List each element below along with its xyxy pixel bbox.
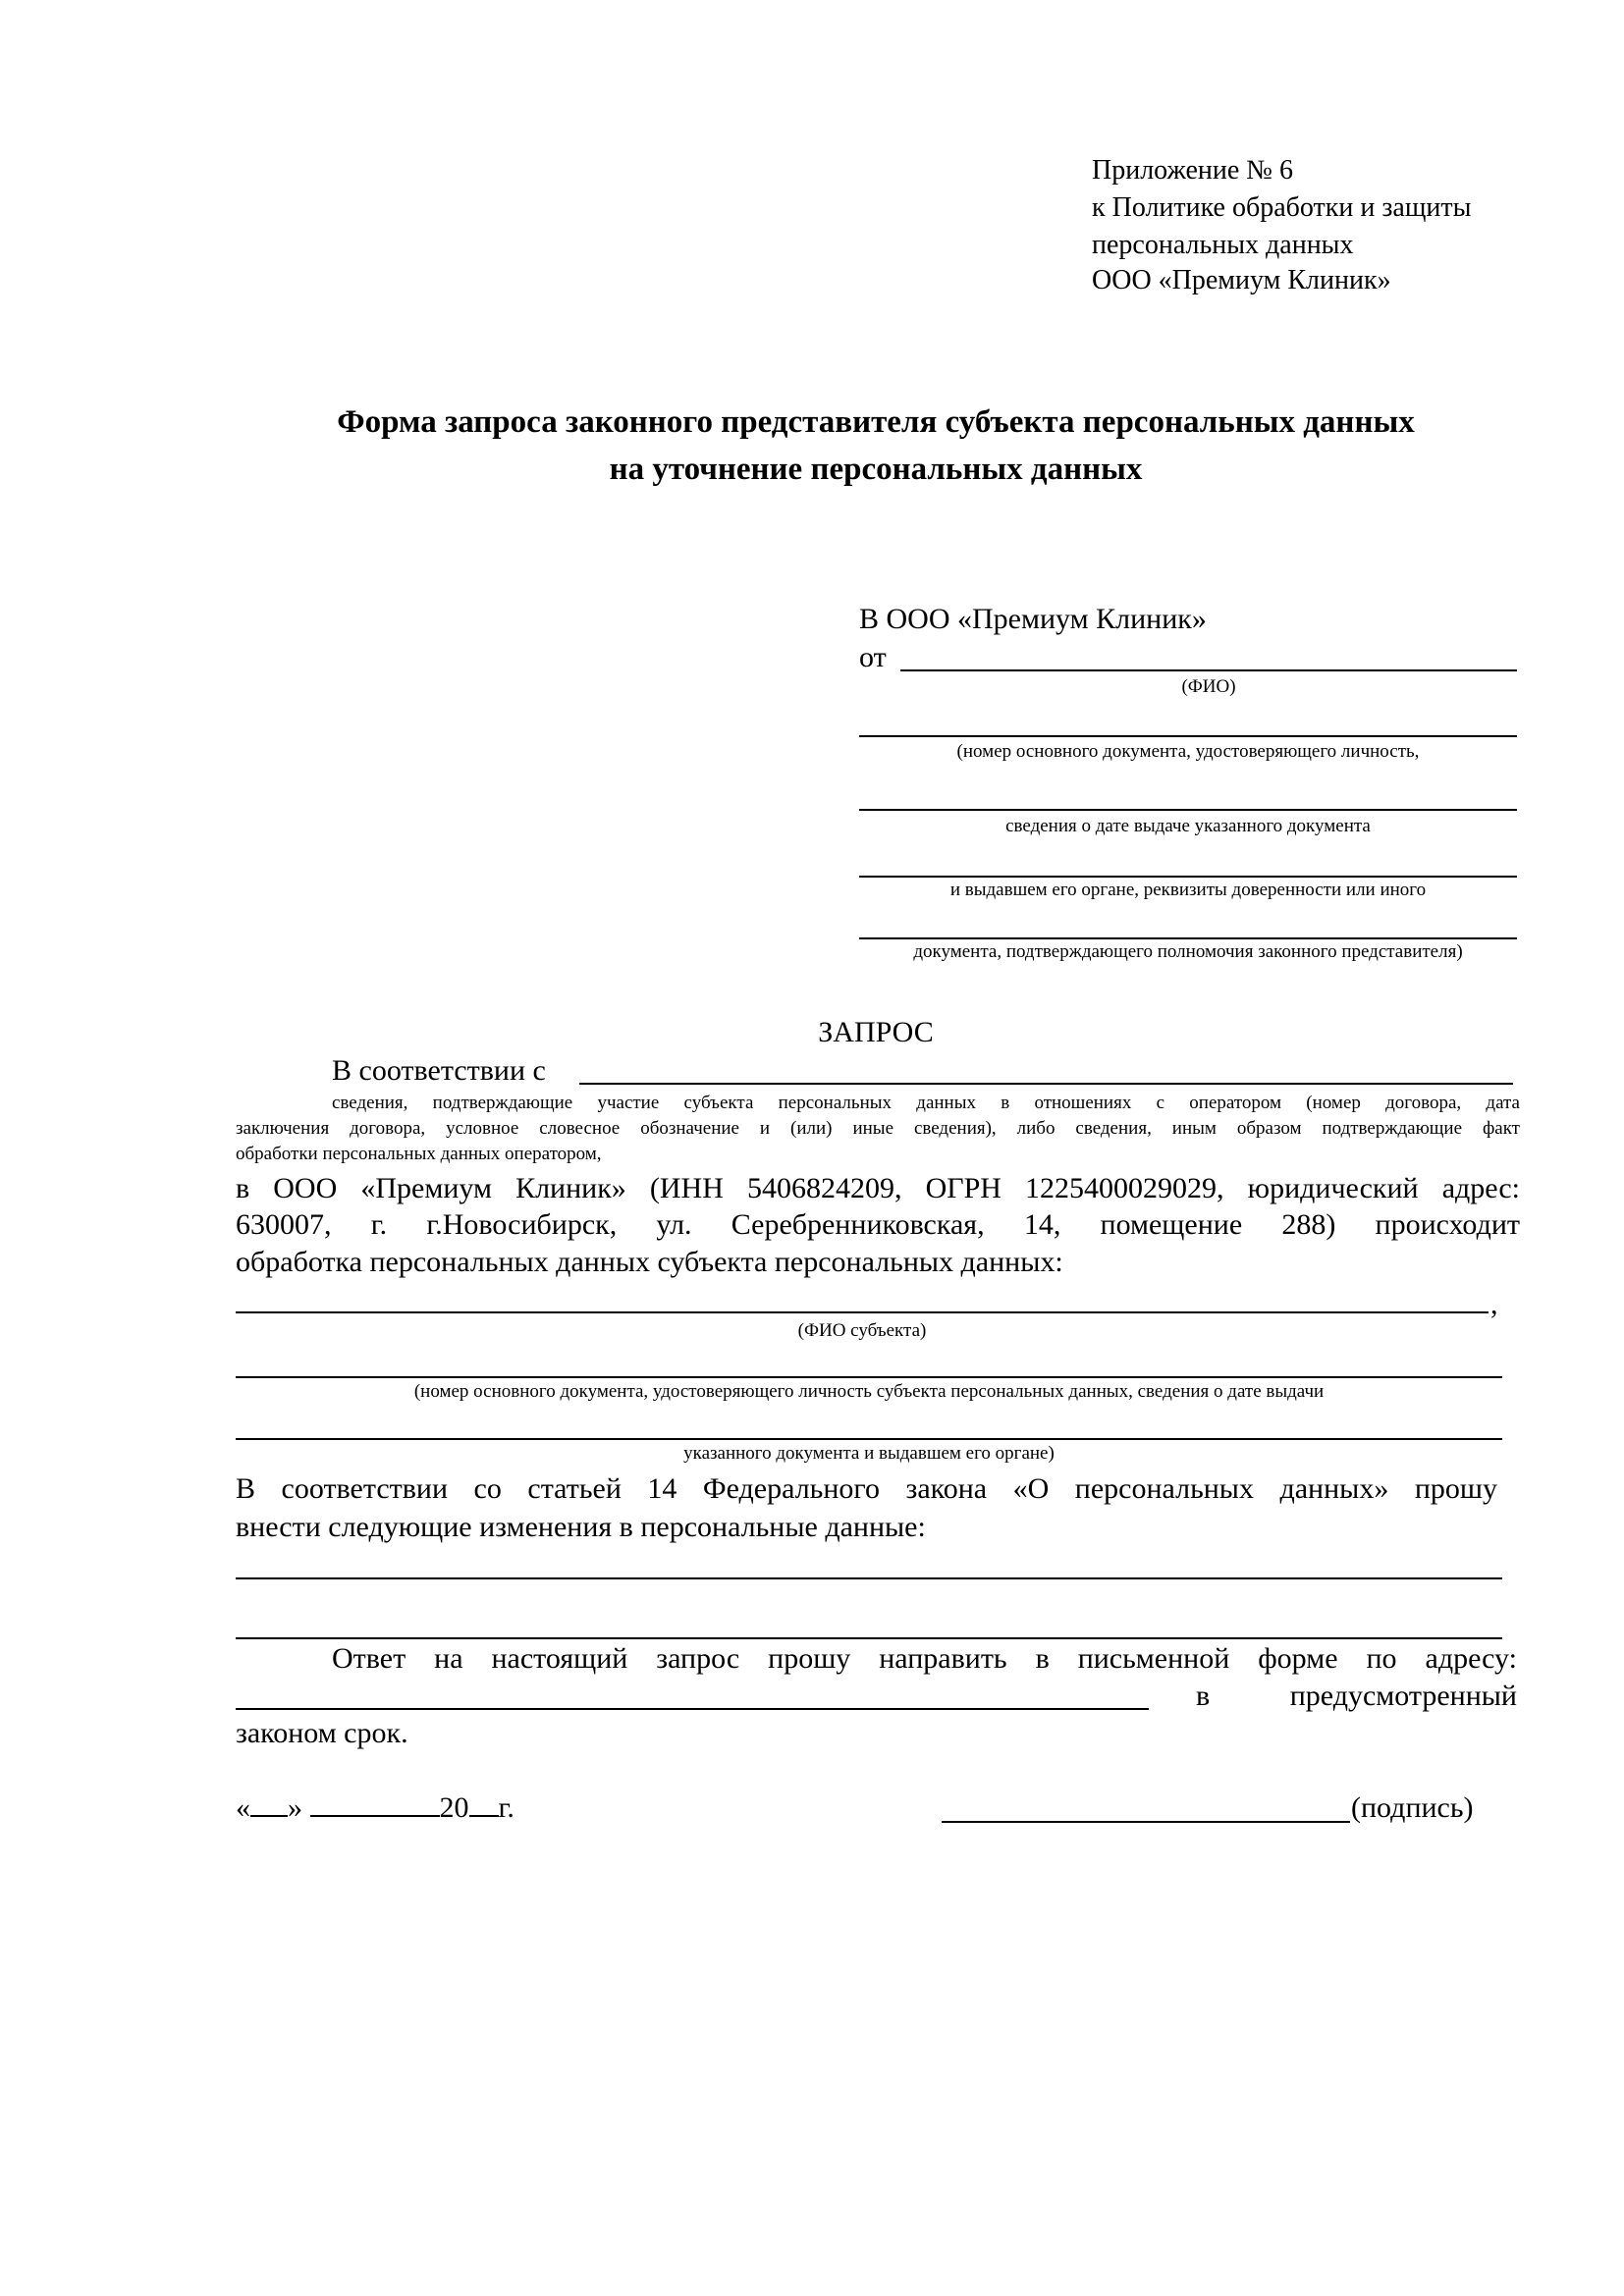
article-line: В соответствии со статьей 14 Федерального закона «О персональных данных» прошу [236,1472,1497,1505]
appendix-line: Приложение № 6 [1092,155,1293,186]
signature-field[interactable] [942,1821,1350,1823]
answer-in: в [1196,1680,1211,1712]
fio-caption: (ФИО) [1181,676,1236,697]
from-label: от [859,641,887,673]
issuing-authority-field[interactable] [859,876,1517,878]
subject-document-field[interactable] [236,1376,1502,1378]
quote-close: » [288,1791,302,1824]
month-field[interactable] [310,1793,440,1817]
answer-line: Ответ на настоящий запрос прошу направить в письменной форме по адресу: [332,1642,1517,1675]
field-caption: и выдавшем его органе, реквизиты доверенности или иного [949,880,1427,900]
document-date-field[interactable] [859,809,1517,811]
request-heading: ЗАПРОС [818,1016,934,1048]
answer-address-field[interactable] [236,1708,1149,1710]
answer-line: законом срок. [236,1717,408,1749]
field-caption: сведения о дате выдаче указанного документа [1005,816,1371,836]
body-line: 630007, г. г.Новосибирск, ул. Серебренниковская, 14, помещение 288) происходит [236,1208,1520,1241]
article-line: внести следующие изменения в персональные данные: [236,1511,926,1543]
document-title-line2: на уточнение персональных данных [609,452,1143,487]
relationship-note-line: сведения, подтверждающие участие субъекта персональных данных в отношениях с оператором (номер договора, дата [332,1093,1520,1113]
document-title-line1: Форма запроса законного представителя субъекта персональных данных [337,404,1415,440]
year-prefix: 20 [439,1791,469,1824]
year-suffix: г. [498,1791,514,1824]
authority-document-field[interactable] [859,937,1517,939]
relationship-note-line: обработки персональных данных оператором, [236,1144,602,1164]
signature-label: (подпись) [1351,1791,1474,1824]
subject-document-caption: указанного документа и выдавшем его органе) [683,1443,1055,1464]
body-line: в ООО «Премиум Клиник» (ИНН 5406824209, ОГРН 1225400029029, юридический адрес: [236,1172,1520,1204]
relationship-note-line: заключения договора, условное словесное обозначение и (или) иные сведения), либо сведения, иным образом подтверждающие факт [236,1118,1520,1139]
body-line: обработка персональных данных субъекта персональных данных: [236,1246,1063,1278]
relationship-info-field[interactable] [579,1083,1513,1085]
appendix-line: персональных данных [1092,230,1354,260]
changes-field-1[interactable] [236,1577,1502,1579]
according-label: В соответствии с [332,1054,546,1087]
subject-fio-caption: (ФИО субъекта) [797,1320,927,1341]
subject-document-caption: (номер основного документа, удостоверяющего личность субъекта персональных данных, сведения о дате выдачи [413,1381,1325,1402]
answer-provided: предусмотренный [1289,1680,1517,1712]
appendix-line: ООО «Премиум Клиник» [1092,265,1391,295]
subject-document-field-2[interactable] [236,1438,1502,1440]
appendix-line: к Политике обработки и защиты [1092,192,1472,223]
field-caption: (номер основного документа, удостоверяющего личность, [956,741,1420,762]
quote-open: « [236,1791,250,1824]
year-field[interactable] [469,1793,499,1817]
changes-field-2[interactable] [236,1637,1502,1639]
date-field[interactable] [236,1793,514,1823]
addressee-company: В ООО «Премиум Клиник» [859,603,1207,635]
comma: , [1490,1288,1498,1320]
fio-field[interactable] [900,669,1517,671]
field-caption: документа, подтверждающего полномочия законного представителя) [913,941,1463,962]
day-field[interactable] [250,1793,288,1817]
document-number-field[interactable] [859,735,1517,737]
subject-fio-field[interactable] [236,1311,1489,1313]
